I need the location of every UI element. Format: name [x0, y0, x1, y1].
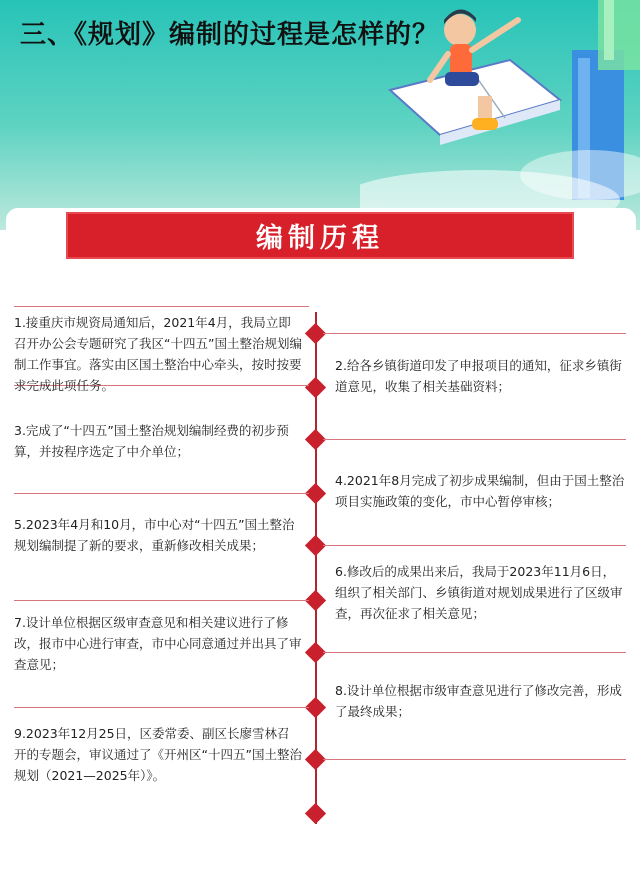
divider: [14, 306, 309, 307]
divider: [14, 600, 309, 601]
timeline-step: 9.2023年12月25日，区委常委、副区长廖雪林召开的专题会，审议通过了《开州区“十四五”国土整治规划（2021—2025年）》。: [14, 726, 302, 783]
timeline-step: 3.完成了“十四五”国土整治规划编制经费的初步预算，并按程序选定了中介单位；: [14, 423, 289, 459]
divider: [14, 707, 309, 708]
timeline-step: 8.设计单位根据市级审查意见进行了修改完善，形成了最终成果；: [335, 683, 622, 719]
timeline-step: 5.2023年4月和10月，市中心对“十四五”国土整治规划编制提了新的要求，重新修改相关成果；: [14, 517, 295, 553]
divider: [323, 333, 626, 334]
section-banner: 编制历程: [66, 212, 574, 259]
divider: [14, 493, 309, 494]
hero-header: [0, 0, 640, 230]
divider: [323, 759, 626, 760]
divider: [323, 652, 626, 653]
timeline-step: 1.接重庆市规资局通知后，2021年4月，我局立即召开办公会专题研究了我区“十四五”国土整治规划编制工作事宜。落实由区国土整治中心牵头，按时按要求完成此项任务。: [14, 315, 302, 393]
divider: [323, 545, 626, 546]
student-reading-book-illustration: [360, 0, 640, 230]
timeline-step: 2.给各乡镇街道印发了申报项目的通知，征求乡镇街道意见，收集了相关基础资料；: [335, 358, 622, 394]
timeline-step: 4.2021年8月完成了初步成果编制，但由于国土整治项目实施政策的变化，市中心暂停审核；: [335, 473, 625, 509]
timeline-step: 6.修改后的成果出来后，我局于2023年11月6日，组织了相关部门、乡镇街道对规划成果进行了区级审查，再次征求了相关意见；: [335, 564, 623, 621]
page-title: 三、《规划》编制的过程是怎样的？: [20, 20, 440, 50]
timeline-step: 7.设计单位根据区级审查意见和相关建议进行了修改，报市中心进行审查，市中心同意通过并出具了审查意见；: [14, 615, 302, 672]
divider: [323, 439, 626, 440]
